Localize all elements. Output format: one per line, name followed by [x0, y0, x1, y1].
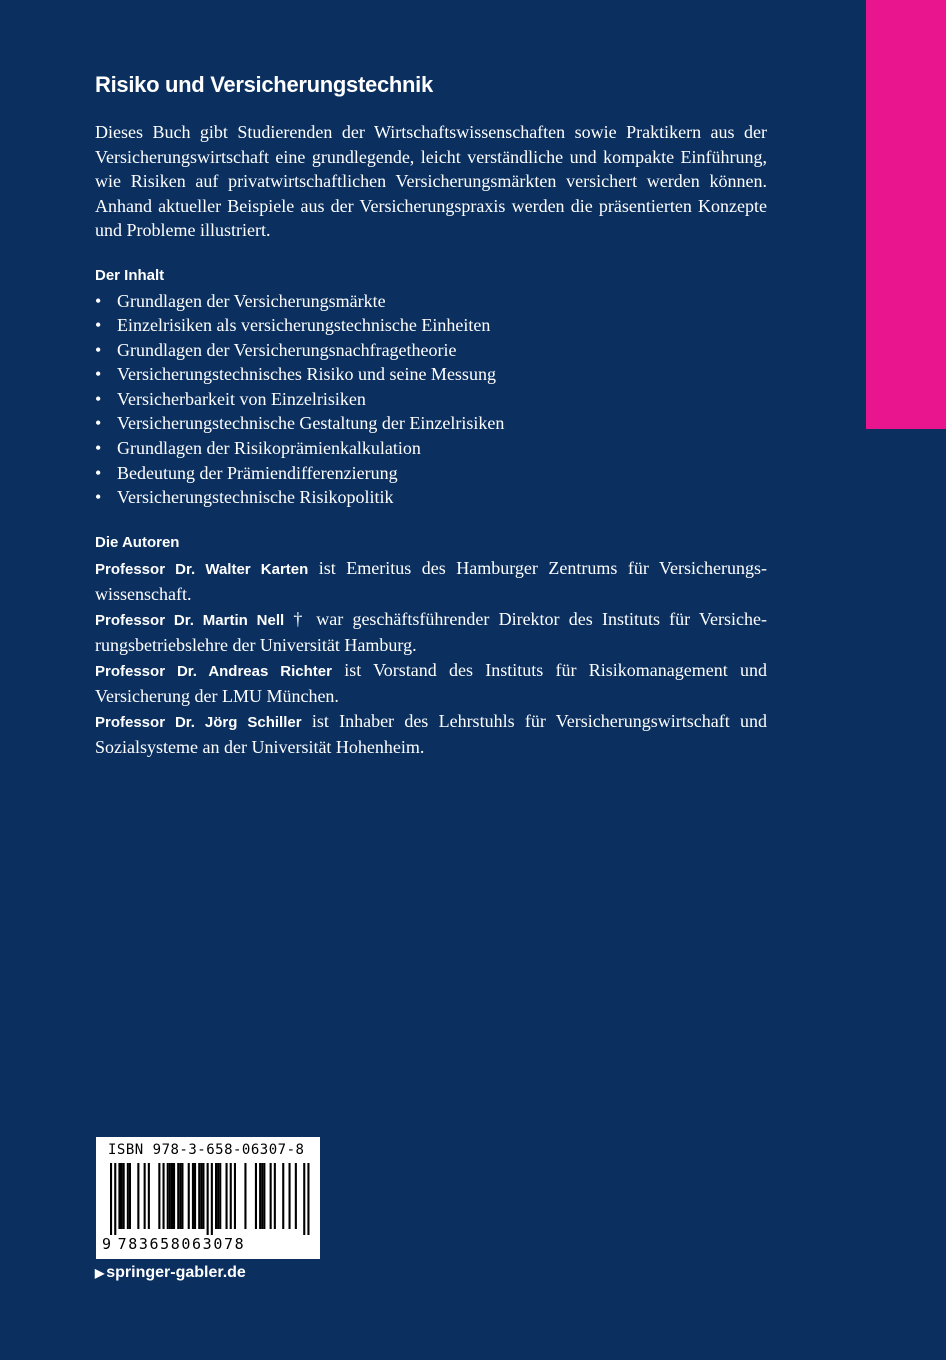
barcode-first-digit: 9 — [102, 1235, 113, 1253]
barcode-bar — [217, 1163, 219, 1229]
bullet-icon: • — [95, 388, 102, 409]
bullet-icon: • — [95, 462, 102, 483]
author-entry — [95, 607, 767, 658]
barcode-bar — [270, 1163, 272, 1229]
barcode-bar — [219, 1163, 221, 1229]
barcode-bar — [274, 1163, 276, 1229]
barcode-bar — [148, 1163, 150, 1229]
author-bio: ist Inhaber des Lehrstuhls für Versicherungswirtschaft und Sozialsysteme an der Universität Hohenheim. — [95, 710, 767, 758]
barcode-bar — [230, 1163, 232, 1229]
contents-list — [95, 289, 767, 510]
accent-bar — [866, 0, 946, 429]
back-cover-content — [95, 72, 767, 760]
barcode-bar — [171, 1163, 173, 1229]
contents-item-label: Grundlagen der Versicherungsnachfragetheorie — [117, 339, 457, 360]
barcode-digits — [102, 1235, 314, 1253]
bullet-icon: • — [95, 487, 102, 508]
book-title: Risiko und Versicherungstechnik — [95, 72, 433, 97]
barcode-bar — [289, 1163, 291, 1229]
author-bio: † war geschäftsführender Direktor des Instituts für Versicherungsbetriebslehre der Universität Hamburg. — [95, 608, 767, 656]
barcode-bar — [200, 1163, 202, 1229]
barcode-bar — [255, 1163, 257, 1229]
barcode-bar — [158, 1163, 160, 1229]
contents-heading: Der Inhalt — [95, 266, 165, 284]
contents-item — [95, 436, 767, 461]
bullet-icon: • — [95, 339, 102, 360]
barcode-bar — [244, 1163, 246, 1229]
author-name: Professor Dr. Martin Nell — [95, 611, 285, 629]
barcode-bars — [104, 1163, 312, 1235]
author-entry — [95, 556, 767, 607]
contents-item — [95, 387, 767, 412]
book-description: Dieses Buch gibt Studierenden der Wirtschaftswissenschaften sowie Praktikern aus der Versicherungswirtschaft eine grundlegende, leicht verständliche und kompakte Einführung, wie Risiken auf privatwirtschaftlichen Versicherungsmärkten versichert werden können. Anhand aktueller Beispiele aus der Versicherungspraxis werden die präsentierten Konzepte und Probleme illustriert. — [95, 122, 767, 240]
barcode-bar — [163, 1163, 165, 1229]
isbn-label: ISBN 978-3-658-06307-8 — [108, 1142, 305, 1158]
barcode-bar — [234, 1163, 236, 1229]
barcode-bar — [295, 1163, 297, 1229]
contents-item-label: Einzelrisiken als versicherungstechnische Einheiten — [117, 315, 491, 336]
contents-item-label: Versicherungstechnisches Risiko und seine Messung — [117, 364, 496, 385]
barcode-bar — [303, 1163, 305, 1235]
isbn-barcode — [96, 1137, 320, 1259]
bullet-icon: • — [95, 438, 102, 459]
barcode-bar — [169, 1163, 171, 1229]
barcode-bar — [118, 1163, 120, 1229]
barcode-bar — [167, 1163, 169, 1229]
barcode-bar — [173, 1163, 175, 1229]
contents-item — [95, 461, 767, 486]
bullet-icon: • — [95, 315, 102, 336]
barcode-bar — [261, 1163, 263, 1229]
barcode-bar — [307, 1163, 309, 1235]
bullet-icon: • — [95, 290, 102, 311]
contents-item — [95, 362, 767, 387]
contents-item — [95, 411, 767, 436]
contents-item-label: Grundlagen der Risikoprämienkalkulation — [117, 438, 421, 459]
contents-item — [95, 485, 767, 510]
barcode-bar — [110, 1163, 112, 1235]
barcode-bar — [114, 1163, 116, 1235]
author-name: Professor Dr. Jörg Schiller — [95, 713, 302, 731]
barcode-bar — [181, 1163, 183, 1229]
author-name: Professor Dr. Andreas Richter — [95, 662, 332, 680]
authors-heading: Die Autoren — [95, 533, 180, 551]
barcode-bar — [263, 1163, 265, 1229]
barcode-bar — [129, 1163, 131, 1229]
barcode-bar — [188, 1163, 190, 1229]
barcode-bar — [226, 1163, 228, 1229]
contents-item-label: Grundlagen der Versicherungsmärkte — [117, 290, 386, 311]
contents-item — [95, 313, 767, 338]
bullet-icon: • — [95, 413, 102, 434]
contents-item — [95, 338, 767, 363]
publisher-website[interactable] — [95, 1264, 246, 1282]
barcode-bar — [202, 1163, 204, 1229]
barcode-bar — [123, 1163, 125, 1229]
contents-item-label: Bedeutung der Prämiendifferenzierung — [117, 462, 398, 483]
author-entry — [95, 709, 767, 760]
barcode-bar — [282, 1163, 284, 1229]
barcode-bar — [121, 1163, 123, 1229]
barcode-bar — [177, 1163, 179, 1229]
barcode-bar — [259, 1163, 261, 1229]
contents-item — [95, 289, 767, 314]
author-bio: ist Emeritus des Hamburger Zentrums für Versicherungswissenschaft. — [95, 557, 767, 605]
barcode-bar — [127, 1163, 129, 1229]
website-url: springer-gabler.de — [106, 1264, 246, 1281]
barcode-bar — [207, 1163, 209, 1235]
barcode-bar — [144, 1163, 146, 1229]
author-name: Professor Dr. Walter Karten — [95, 560, 309, 578]
barcode-bar — [137, 1163, 139, 1229]
author-entry — [95, 658, 767, 709]
contents-item-label: Versicherungstechnische Risikopolitik — [117, 487, 394, 508]
contents-item-label: Versicherbarkeit von Einzelrisiken — [117, 388, 366, 409]
author-bio: ist Vorstand des Instituts für Risikomanagement und Versicherung der LMU München. — [95, 659, 767, 707]
barcode-bar — [194, 1163, 196, 1229]
bullet-icon: • — [95, 364, 102, 385]
barcode-number: 783658063078 — [117, 1235, 246, 1253]
play-arrow-icon: ▶ — [95, 1266, 105, 1280]
barcode-bar — [192, 1163, 194, 1229]
barcode-bar — [215, 1163, 217, 1229]
barcode-bar — [211, 1163, 213, 1235]
authors-list — [95, 556, 767, 760]
contents-item-label: Versicherungstechnische Gestaltung der Einzelrisiken — [117, 413, 505, 434]
barcode-bar — [198, 1163, 200, 1229]
barcode-bar — [179, 1163, 181, 1229]
